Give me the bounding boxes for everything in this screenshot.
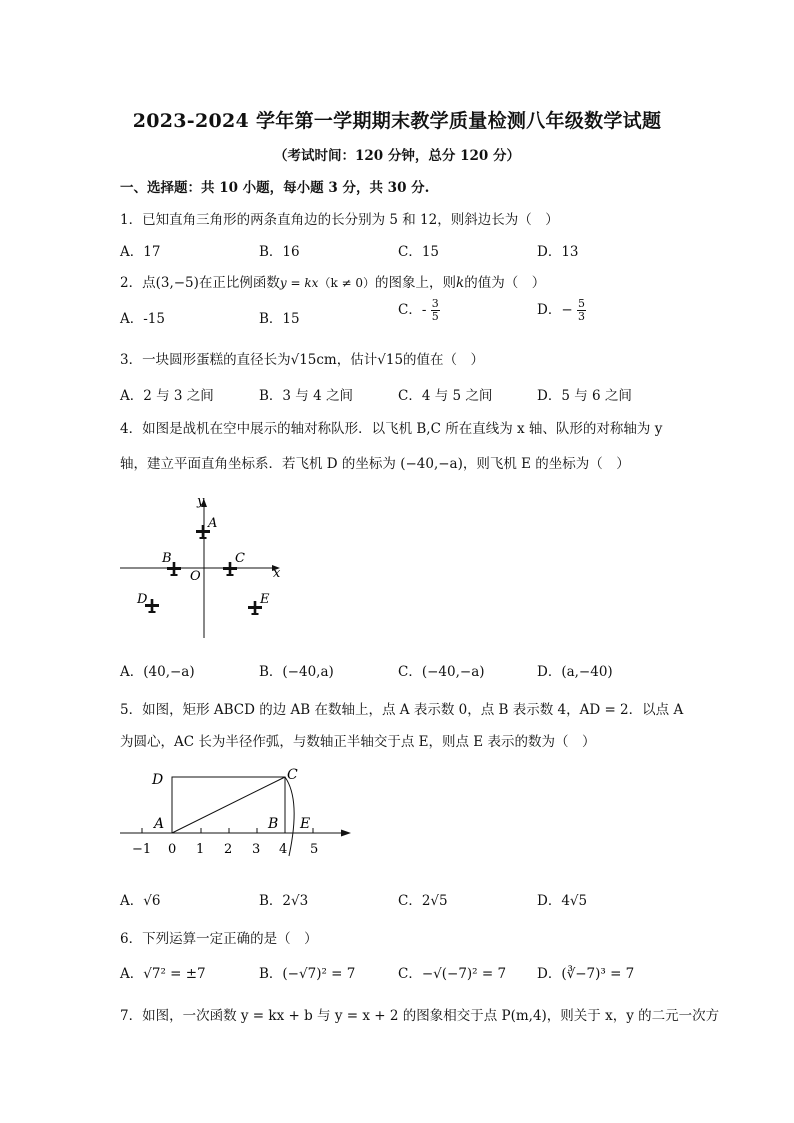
question-5-line-1: 5．如图，矩形 ABCD 的边 AB 在数轴上，点 A 表示数 0，点 B 表示数 4，AD = 2．以点 A: [120, 702, 684, 718]
q2-mid: 在正比例函数: [198, 275, 280, 291]
q2-option-c-fraction: $\frac{3}{5}$: [431, 297, 439, 323]
plane-a-label: A: [208, 516, 218, 531]
tick-label-0: 0: [168, 842, 177, 857]
y-axis-label: y: [197, 494, 205, 509]
section-heading: 一、选择题：共 10 小题，每小题 3 分，共 30 分.: [120, 180, 430, 196]
q3-option-a: A．2 与 3 之间: [120, 388, 214, 404]
q4-option-a: A．(40,−a): [120, 664, 195, 680]
q5-option-d: D．4√5: [537, 893, 588, 909]
q2-point: (3,−5): [155, 275, 199, 291]
tick-label-5: 5: [310, 842, 319, 857]
q6-option-b: B．(−√7)² = 7: [259, 966, 356, 982]
q3-post: 的值在（ ）: [403, 352, 485, 368]
q2-option-c-label: C．-: [398, 302, 427, 318]
question-4-line-2: 轴，建立平面直角坐标系．若飞机 D 的坐标为 (−40,−a)，则飞机 E 的坐标为（ ）: [120, 456, 630, 472]
label-d: D: [152, 772, 164, 788]
q5-option-b: B．2√3: [259, 893, 309, 909]
label-b: B: [268, 816, 279, 832]
q6-option-a: A．√7² = ±7: [120, 966, 206, 982]
q3-root: √15: [377, 352, 404, 368]
q3-diameter: √15cm: [290, 352, 337, 368]
exam-info: （考试时间：120 分钟，总分 120 分）: [274, 148, 520, 164]
label-a: A: [154, 816, 165, 832]
q1-option-d: D．13: [537, 244, 579, 260]
origin-label: O: [190, 569, 201, 584]
question-6: 6．下列运算一定正确的是（ ）: [120, 931, 318, 947]
question-2: [120, 271, 545, 291]
q2-condition: （k ≠ 0）: [318, 276, 376, 290]
question-7: 7．如图，一次函数 y = kx + b 与 y = x + 2 的图象相交于点 P(m,4)，则关于 x，y 的二元一次方: [120, 1008, 720, 1024]
q2-k: k: [456, 275, 465, 291]
tick-label-2: 2: [224, 842, 233, 857]
q2-pre: 2．点: [120, 275, 156, 291]
q2-option-b: B．15: [259, 311, 300, 327]
tick-label-4: 4: [279, 842, 288, 857]
plane-b-label: B: [162, 551, 172, 566]
q3-option-c: C．4 与 5 之间: [398, 388, 493, 404]
q6-option-c: C．−√(−7)² = 7: [398, 966, 507, 982]
q3-pre: 3．一块圆形蛋糕的直径长为: [120, 352, 291, 368]
q3-option-d: D．5 与 6 之间: [537, 388, 632, 404]
q2-post: 的图象上，则: [375, 275, 457, 291]
label-e: E: [300, 816, 311, 832]
q2-option-d-label: D．−: [537, 302, 573, 318]
plane-c-label: C: [235, 551, 245, 566]
q2-function: y = kx: [279, 276, 319, 290]
tick-label-minus-1: −1: [132, 842, 152, 857]
q4-coordinate-figure: [115, 490, 295, 642]
q2-option-c: [398, 298, 440, 323]
q6-option-d: D．(∛−7)³ = 7: [537, 966, 635, 982]
tick-label-1: 1: [196, 842, 205, 857]
tick-label-3: 3: [252, 842, 261, 857]
question-4-line-1: 4．如图是战机在空中展示的轴对称队形．以飞机 B,C 所在直线为 x 轴、队形的对称轴为 y: [120, 421, 663, 437]
q1-option-c: C．15: [398, 244, 440, 260]
q1-option-b: B．16: [259, 244, 300, 260]
question-3: [120, 348, 484, 368]
q5-option-a: A．√6: [120, 893, 161, 909]
q2-end: 的值为（ ）: [464, 275, 546, 291]
q2-option-d-fraction: $\frac{5}{3}$: [577, 297, 585, 323]
q4-option-b: B．(−40,a): [259, 664, 334, 680]
q4-option-c: C．(−40,−a): [398, 664, 485, 680]
plane-e-label: E: [260, 592, 270, 607]
number-line-ticks: [142, 828, 313, 833]
q5-option-c: C．2√5: [398, 893, 448, 909]
q4-option-d: D．(a,−40): [537, 664, 613, 680]
q2-option-d: [537, 298, 586, 323]
q3-option-b: B．3 与 4 之间: [259, 388, 353, 404]
label-c: C: [287, 767, 298, 783]
q1-option-a: A．17: [120, 244, 161, 260]
question-1: 1．已知直角三角形的两条直角边的长分别为 5 和 12，则斜边长为（ ）: [120, 212, 559, 228]
question-5-line-2: 为圆心，AC 长为半径作弧，与数轴正半轴交于点 E，则点 E 表示的数为（ ）: [120, 734, 596, 750]
number-line-arrow: [341, 830, 351, 837]
q5-number-line-figure: [115, 762, 360, 862]
q3-mid: ，估计: [336, 352, 378, 368]
x-axis-label: x: [273, 566, 281, 581]
q2-option-a: A．-15: [120, 311, 165, 327]
page-title: 2023-2024 学年第一学期期末教学质量检测八年级数学试题: [132, 110, 662, 132]
plane-d-label: D: [137, 592, 148, 607]
